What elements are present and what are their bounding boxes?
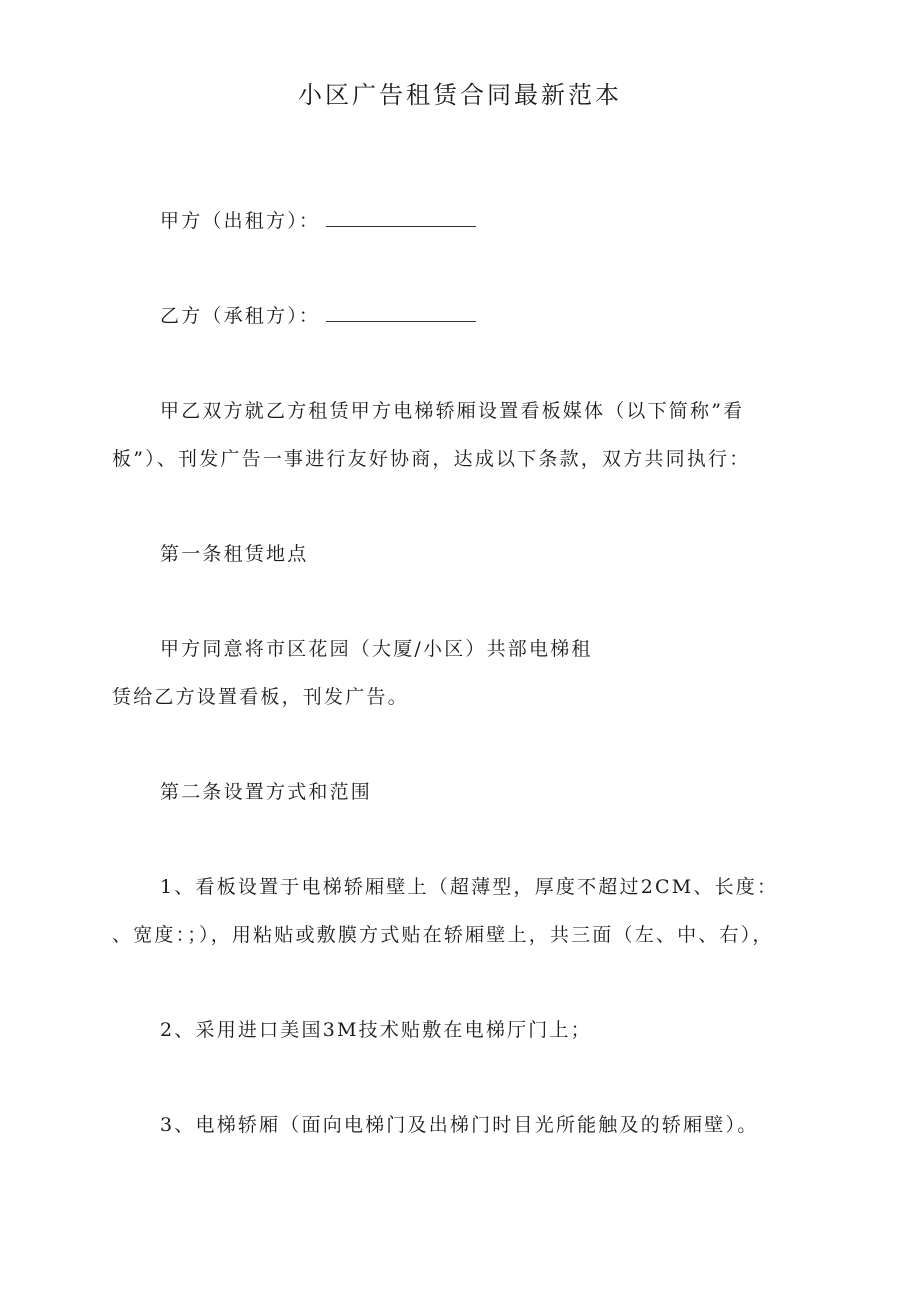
article-2-heading: 第二条设置方式和范围 (160, 781, 373, 803)
article-1-line-1: 甲方同意将市区花园（大厦/小区）共部电梯租 (160, 638, 593, 660)
item-1-line-2: 、宽度：；），用粘贴或敷膜方式贴在轿厢壁上，共三面（左、中、右）， (112, 924, 774, 946)
party-b-label: 乙方（承租方）： (160, 305, 321, 327)
item-3: 3、电梯轿厢（面向电梯门及出梯门时目光所能触及的轿厢壁）。 (160, 1114, 759, 1136)
intro-paragraph-line-1: 甲乙双方就乙方租赁甲方电梯轿厢设置看板媒体（以下简称”看 (160, 400, 745, 422)
party-a-blank (326, 208, 476, 227)
item-1-line-1: 1、看板设置于电梯轿厢壁上（超薄型，厚度不超过2CM、长度： (160, 876, 779, 898)
party-a-line (160, 207, 860, 235)
party-b-line (160, 302, 860, 330)
party-a-label: 甲方（出租方）： (160, 210, 321, 232)
article-1-line-2: 赁给乙方设置看板，刊发广告。 (112, 686, 409, 708)
intro-paragraph-line-2: 板”）、刊发广告一事进行友好协商，达成以下条款，双方共同执行： (112, 448, 751, 470)
article-1-heading: 第一条租赁地点 (160, 543, 309, 565)
document-title: 小区广告租赁合同最新范本 (298, 81, 622, 109)
party-b-blank (326, 303, 476, 322)
item-2: 2、采用进口美国3M技术贴敷在电梯厅门上； (160, 1019, 592, 1041)
